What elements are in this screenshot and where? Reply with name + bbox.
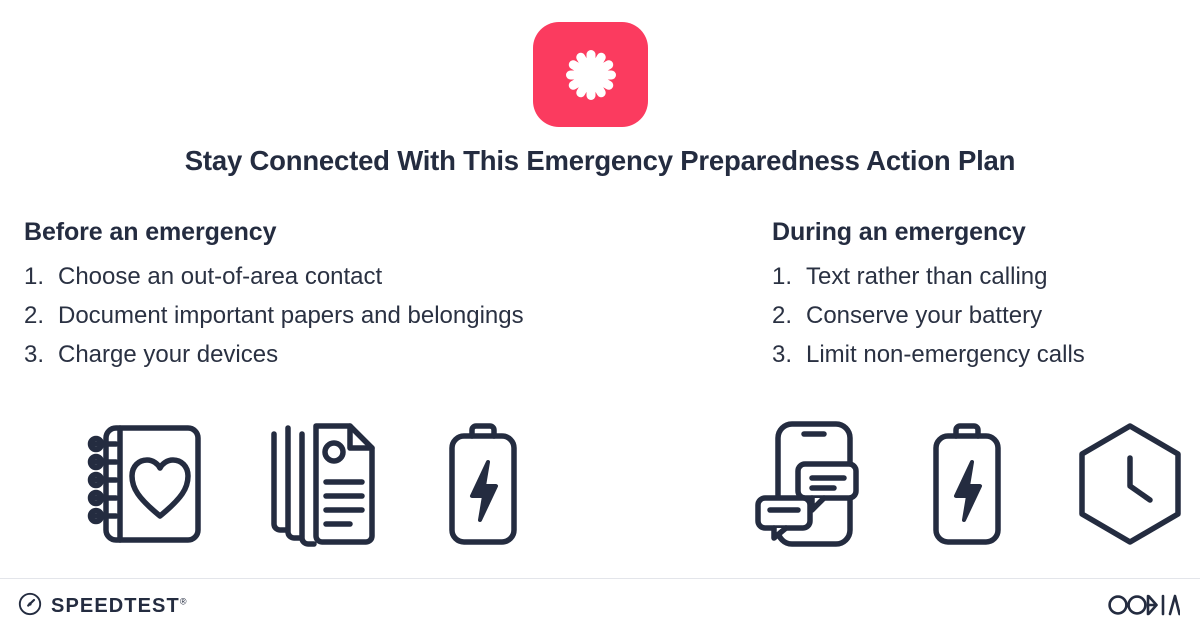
ookla-logo — [1108, 593, 1180, 617]
list-item — [24, 257, 754, 296]
list-item-label: Conserve your battery — [806, 302, 1043, 329]
list-item-label: Document important papers and belongings — [58, 302, 524, 329]
speedtest-wordmark: SPEEDTEST® — [51, 595, 187, 617]
list-item-number: 2. — [24, 302, 45, 329]
list-item-label: Limit non-emergency calls — [806, 341, 1085, 368]
page-title: Stay Connected With This Emergency Preparedness Action Plan — [184, 145, 1016, 176]
speedtest-gauge-icon — [18, 592, 42, 621]
list-item-label: Choose an out-of-area contact — [58, 263, 383, 290]
list-item-number: 3. — [24, 341, 45, 368]
icon-row-before-emergency — [86, 420, 506, 548]
column-heading: Before an emergency — [24, 218, 277, 246]
speedtest-logo — [18, 592, 186, 621]
list-item — [772, 335, 1192, 374]
icon-row-during-emergency — [752, 420, 1172, 548]
list-item — [24, 296, 754, 335]
list-item-number: 1. — [772, 263, 793, 290]
brand-badge — [533, 22, 648, 127]
steps-list — [772, 257, 1192, 374]
hexagon-clock-icon — [1072, 420, 1188, 548]
list-item-number: 1. — [24, 263, 45, 290]
battery-charging-icon — [440, 420, 526, 548]
list-item-number: 3. — [772, 341, 793, 368]
list-item-label: Text rather than calling — [806, 263, 1048, 290]
list-item — [772, 296, 1192, 335]
list-item — [772, 257, 1192, 296]
column-during-emergency — [772, 218, 1192, 374]
list-item-label: Charge your devices — [58, 341, 279, 368]
column-before-emergency — [24, 218, 754, 374]
column-heading: During an emergency — [772, 218, 1026, 246]
list-item — [24, 335, 754, 374]
steps-list — [24, 257, 754, 374]
footer-divider — [0, 578, 1200, 579]
list-item-number: 2. — [772, 302, 793, 329]
address-book-heart-icon — [86, 420, 206, 548]
stacked-documents-icon — [268, 420, 378, 548]
phone-text-message-icon — [752, 420, 862, 548]
asterisk-burst-icon — [563, 47, 619, 103]
registered-mark: ® — [179, 596, 187, 607]
battery-charging-icon — [924, 420, 1010, 548]
